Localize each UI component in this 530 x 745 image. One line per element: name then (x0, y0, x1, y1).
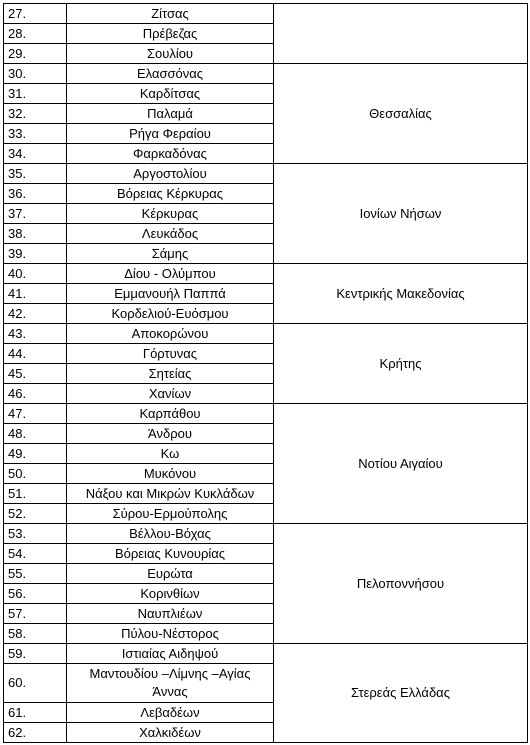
row-number: 38. (4, 224, 67, 244)
row-number: 31. (4, 84, 67, 104)
municipality-name: Βέλλου-Βόχας (67, 524, 274, 544)
municipality-name: Χαλκιδέων (67, 723, 274, 743)
row-number: 37. (4, 204, 67, 224)
row-number: 59. (4, 644, 67, 664)
municipality-name: Ρήγα Φεραίου (67, 124, 274, 144)
row-number: 55. (4, 564, 67, 584)
row-number: 54. (4, 544, 67, 564)
municipalities-table (3, 3, 528, 743)
table-row (4, 4, 528, 24)
row-number: 51. (4, 484, 67, 504)
municipality-name: Ελασσόνας (67, 64, 274, 84)
municipality-name: Σητείας (67, 364, 274, 384)
table-row (4, 264, 528, 284)
row-number: 52. (4, 504, 67, 524)
row-number: 40. (4, 264, 67, 284)
municipality-name: Δίου - Ολύμπου (67, 264, 274, 284)
table-row (4, 64, 528, 84)
municipality-name: Βόρειας Κέρκυρας (67, 184, 274, 204)
row-number: 27. (4, 4, 67, 24)
municipality-name: Βόρειας Κυνουρίας (67, 544, 274, 564)
region-cell: Νοτίου Αιγαίου (274, 404, 528, 524)
table-row (4, 644, 528, 664)
municipality-name: Νάξου και Μικρών Κυκλάδων (67, 484, 274, 504)
municipality-name: Ναυπλιέων (67, 604, 274, 624)
row-number: 32. (4, 104, 67, 124)
table-row (4, 324, 528, 344)
table-row (4, 404, 528, 424)
municipality-name: Παλαμά (67, 104, 274, 124)
table-row (4, 164, 528, 184)
region-cell: Κεντρικής Μακεδονίας (274, 264, 528, 324)
municipality-name: Κορινθίων (67, 584, 274, 604)
row-number: 60. (4, 664, 67, 703)
row-number: 34. (4, 144, 67, 164)
municipality-name: Κέρκυρας (67, 204, 274, 224)
municipality-name: Μυκόνου (67, 464, 274, 484)
row-number: 44. (4, 344, 67, 364)
row-number: 46. (4, 384, 67, 404)
municipality-name: Αργοστολίου (67, 164, 274, 184)
region-cell: Κρήτης (274, 324, 528, 404)
municipality-name: Μαντουδίου –Λίμνης –Αγίας Άννας (67, 664, 274, 703)
municipality-name: Σάμης (67, 244, 274, 264)
municipality-name: Λευκάδος (67, 224, 274, 244)
row-number: 53. (4, 524, 67, 544)
municipality-name: Χανίων (67, 384, 274, 404)
row-number: 29. (4, 44, 67, 64)
row-number: 35. (4, 164, 67, 184)
row-number: 45. (4, 364, 67, 384)
region-cell: Πελοποννήσου (274, 524, 528, 644)
municipality-name: Φαρκαδόνας (67, 144, 274, 164)
row-number: 50. (4, 464, 67, 484)
municipality-name: Ιστιαίας Αιδηψού (67, 644, 274, 664)
municipality-name: Καρπάθου (67, 404, 274, 424)
row-number: 39. (4, 244, 67, 264)
municipality-name: Γόρτυνας (67, 344, 274, 364)
row-number: 36. (4, 184, 67, 204)
municipality-name: Λεβαδέων (67, 703, 274, 723)
row-number: 47. (4, 404, 67, 424)
row-number: 61. (4, 703, 67, 723)
region-cell: Ιονίων Νήσων (274, 164, 528, 264)
municipality-name: Αποκορώνου (67, 324, 274, 344)
row-number: 42. (4, 304, 67, 324)
region-cell (274, 4, 528, 64)
row-number: 57. (4, 604, 67, 624)
row-number: 56. (4, 584, 67, 604)
municipality-name: Κορδελιού-Ευόσμου (67, 304, 274, 324)
municipality-name: Πρέβεζας (67, 24, 274, 44)
region-cell: Στερεάς Ελλάδας (274, 644, 528, 743)
municipality-name: Πύλου-Νέστορος (67, 624, 274, 644)
row-number: 48. (4, 424, 67, 444)
region-cell: Θεσσαλίας (274, 64, 528, 164)
municipality-name: Εμμανουήλ Παππά (67, 284, 274, 304)
table-row (4, 524, 528, 544)
municipality-name: Κω (67, 444, 274, 464)
municipality-name: Ζίτσας (67, 4, 274, 24)
municipality-name: Άνδρου (67, 424, 274, 444)
row-number: 41. (4, 284, 67, 304)
row-number: 43. (4, 324, 67, 344)
municipality-name: Σύρου-Ερμούπολης (67, 504, 274, 524)
municipality-name: Ευρώτα (67, 564, 274, 584)
row-number: 62. (4, 723, 67, 743)
municipality-name: Σουλίου (67, 44, 274, 64)
municipality-name: Καρδίτσας (67, 84, 274, 104)
row-number: 33. (4, 124, 67, 144)
row-number: 58. (4, 624, 67, 644)
row-number: 49. (4, 444, 67, 464)
row-number: 30. (4, 64, 67, 84)
row-number: 28. (4, 24, 67, 44)
